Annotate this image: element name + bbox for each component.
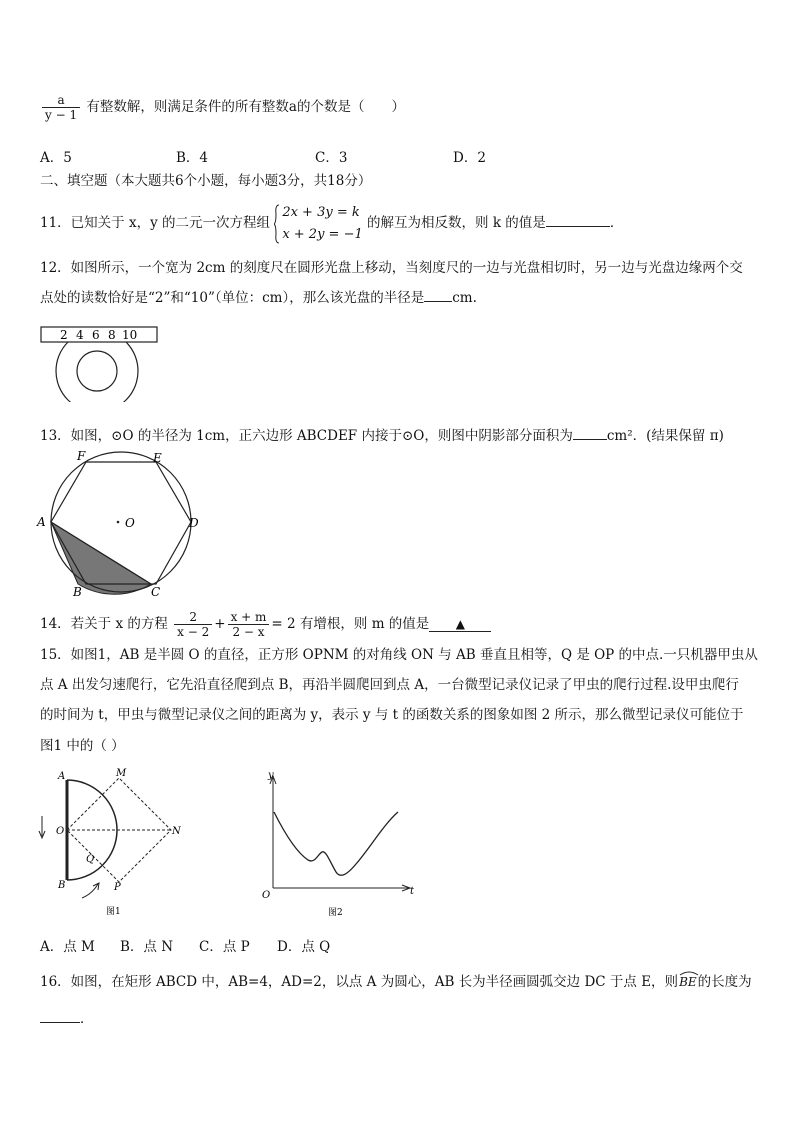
ruler-label-10: 10 [122, 328, 138, 342]
q14-f1-den: x − 2 [177, 625, 210, 639]
q14-plus: + [214, 616, 226, 632]
q13-figure [33, 450, 208, 598]
q13-text-a: 13．如图，⊙O 的半径为 1cm，正六边形 ABCDEF 内接于⊙O，则图中阴影部分面积为 [40, 428, 573, 444]
q15-figure-2 [260, 768, 425, 922]
q10-text: 有整数解，则满足条件的所有整数a的个数是（ ） [86, 99, 405, 115]
q16-line [40, 972, 752, 992]
q11-equation-system [274, 202, 362, 246]
q16-text-end: 的长度为 [697, 974, 752, 990]
q15-line3: 的时间为 t，甲虫与微型记录仪之间的距离为 y，表示 y 与 t 的函数关系的图象如图 2 所示，那么微型记录仪可能位于 [40, 707, 744, 723]
q11-answer-blank [546, 212, 610, 227]
q14-suffix: 有增根，则 m 的值是 [299, 616, 430, 632]
q14-f2-num: x + m [228, 610, 270, 625]
q14-line [40, 607, 491, 641]
q11-suffix: 的解互为相反数，则 k 的值是 [367, 215, 546, 231]
q11-prefix: 11．已知关于 x，y 的二元一次方程组 [40, 215, 271, 231]
q10-frac-den: y − 1 [45, 108, 78, 122]
q10-option-b: B．4 [176, 150, 209, 166]
q14-fraction-1 [174, 610, 212, 639]
q10-fraction [42, 93, 80, 122]
q12-answer-blank [424, 287, 452, 302]
q16-text: 16．如图，在矩形 ABCD 中，AB=4，AD=2，以点 A 为圆心，AB 长为半径画圆弧交边 DC 于点 E，则 [40, 974, 679, 990]
disc-inner-circle [77, 351, 117, 391]
ruler-label-6: 6 [92, 328, 100, 342]
arc-icon [679, 970, 699, 976]
q15-line2: 点 A 出发匀速爬行，它先沿直径爬到点 B，再沿半圆爬回到点 A，一台微型记录仪记录了甲虫的爬行过程.设甲虫爬行 [40, 677, 739, 693]
q10-frac-num: a [42, 93, 80, 108]
fig1-label-n: N [172, 826, 181, 837]
fig1-label-p: P [114, 882, 121, 893]
ruler-label-4: 4 [76, 328, 84, 342]
q15-line4: 图1 中的（ ） [40, 738, 125, 754]
q11-end: ． [609, 215, 624, 231]
label-o: O [125, 516, 135, 530]
fig1-label-q: Q [86, 854, 95, 865]
q14-eq: = 2 [271, 616, 296, 632]
ruler-label-8: 8 [108, 328, 116, 342]
fig2-label-y: y [268, 770, 274, 781]
q15-option-d: D．点 Q [277, 939, 331, 955]
q11-eq1: 2x + 3y = k [282, 204, 360, 220]
section-heading: 二、填空题（本大题共6个小题，每小题3分，共18分） [40, 173, 372, 189]
fig1-label-a: A [58, 771, 66, 782]
q13-answer-blank [573, 425, 607, 440]
q10-option-a: A．5 [40, 150, 72, 166]
fig1-caption: 图1 [106, 907, 121, 917]
q12-figure [38, 322, 163, 402]
q16-arc-label [679, 972, 697, 992]
q12-line2 [40, 287, 477, 308]
fig2-label-t: t [410, 886, 415, 897]
q16-answer-blank [40, 1008, 80, 1023]
curved-arrow-icon [82, 884, 98, 898]
fig1-label-o: O [56, 826, 65, 837]
q12-line2-b: cm. [452, 290, 477, 306]
label-c: C [151, 585, 161, 598]
q16-line2 [40, 1008, 94, 1029]
q15-option-b: B．点 N [120, 939, 174, 955]
q10-option-d: D．2 [453, 150, 486, 166]
q12-line2-a: 点处的读数恰好是“2”和“10”（单位：cm），那么该光盘的半径是 [40, 290, 425, 306]
fig1-label-b: B [58, 880, 66, 891]
q11-line [40, 201, 623, 246]
q11-eq2: x + 2y = −1 [282, 226, 363, 242]
q15-option-c: C．点 P [199, 939, 250, 955]
fig2-label-o: O [262, 890, 271, 901]
q16-arc-text: BE [679, 975, 697, 989]
brace-icon [274, 204, 280, 244]
q14-fraction-2 [228, 610, 270, 639]
q14-f2-den: 2 − x [232, 625, 265, 639]
label-b: B [73, 585, 82, 598]
fig2-caption: 图2 [328, 908, 343, 918]
fig1-label-m: M [116, 768, 127, 779]
q12-line1: 12．如图所示，一个宽为 2cm 的刻度尺在圆形光盘上移动，当刻度尺的一边与光盘相切时，另一边与光盘边缘两个交 [40, 260, 743, 276]
q14-f1-num: 2 [174, 610, 212, 625]
q10-tail-line [40, 93, 405, 122]
q10-option-c: C．3 [315, 150, 348, 166]
q16-end: ． [80, 1011, 94, 1027]
label-d: D [189, 516, 199, 530]
label-a: A [37, 515, 46, 529]
center-point [117, 521, 120, 524]
q14-prefix: 14．若关于 x 的方程 [40, 616, 168, 632]
q15-line1: 15．如图1，AB 是半圆 O 的直径，正方形 OPNM 的对角线 ON 与 AB 垂直且相等，Q 是 OP 的中点.一只机器甲虫从 [40, 647, 758, 663]
q15-option-a: A．点 M [40, 939, 95, 955]
ruler-label-2: 2 [60, 328, 68, 342]
triangle-icon: ▲ [455, 617, 465, 631]
label-e: E [153, 451, 162, 465]
y-t-curve [274, 812, 398, 875]
q15-figure-1 [34, 766, 184, 922]
q13-line [40, 425, 724, 446]
q13-text-b: cm²．(结果保留 π) [606, 428, 724, 444]
q14-answer-blank [429, 617, 491, 632]
label-f: F [77, 450, 86, 463]
